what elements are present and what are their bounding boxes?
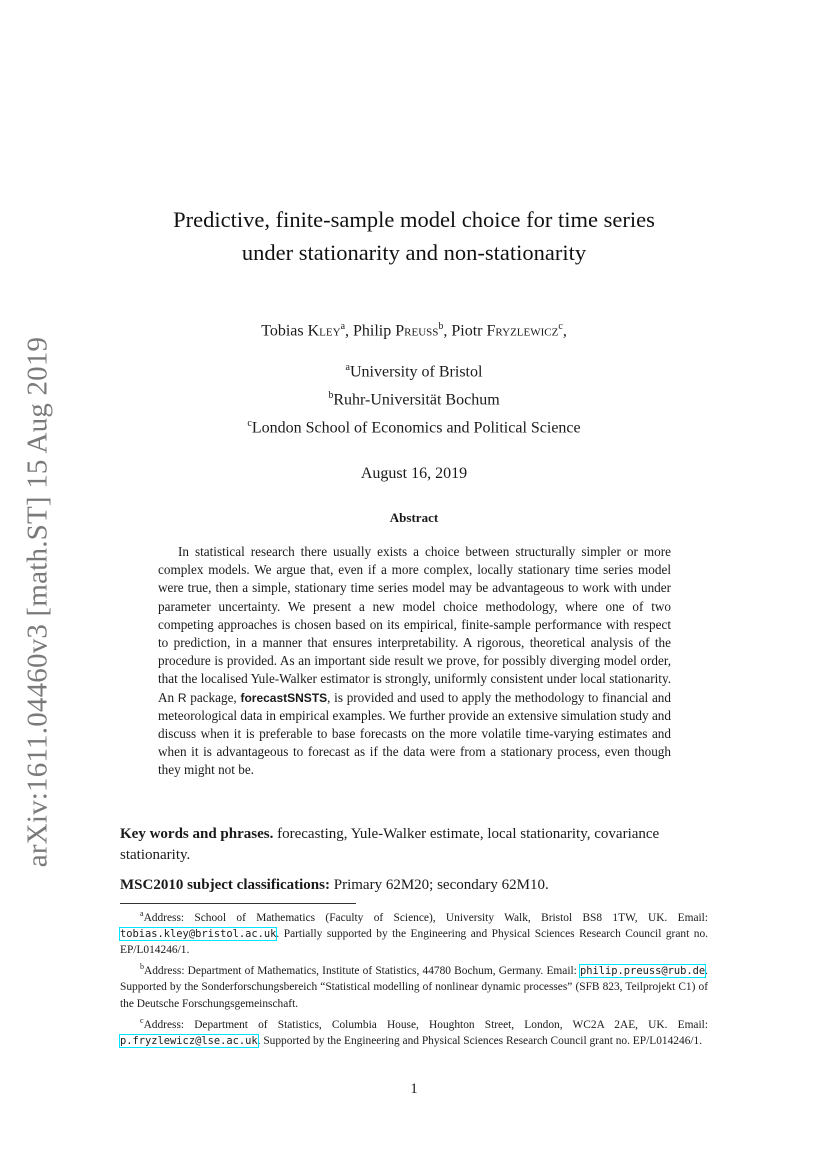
affiliation <box>120 357 708 383</box>
keywords <box>120 824 708 866</box>
footnote <box>120 1013 708 1049</box>
footnote-mark: b <box>140 962 144 972</box>
author-first-name: Philip <box>353 322 392 340</box>
footnote <box>120 906 708 958</box>
msc-classification <box>120 877 708 894</box>
r-language-name: R <box>177 690 187 705</box>
footnote <box>120 959 708 1011</box>
abstract-text <box>158 543 671 780</box>
affiliation-name: Ruhr-Universität Bochum <box>333 391 500 409</box>
affiliation-mark: c <box>247 418 252 429</box>
author-list: Tobias Kley$^a$, Philip Preuß$^b$, Piotr Fryzlewicz$^c$, <box>261 321 567 340</box>
abstract-part: In statistical research there usually exists a choice between structurally simpler or more complex models. We argue that, even if a more complex, locally stationary time series model were true, then a simple, stationary time series model may be advantageous to work with under parameter uncertainty. We present a new model choice methodology, where one of two competing approaches is chosen based on its empirical, finite-sample performance with respect to prediction, in a manner that ensures interpretability. A rigorous, theoretical analysis of the procedure is provided. As an important side result we prove, for possibly diverging model order, that the localised Yule-Walker estimator is strongly, uniformly consistent under local stationarity. An <box>158 544 671 705</box>
package-name: forecastSNSTS <box>240 690 328 705</box>
author-affil-mark: c <box>558 321 563 332</box>
abstract-part: , is provided and used to apply the methodology to financial and meteorological data in empirical examples. We further provide an extensive simulation study and discuss when it is preferable to base forecasts on the more volatile time-varying estimates and when it is advantageous to forecast as if the data were from a stationary process, even though they might not be. <box>158 689 671 778</box>
author-last-name: Preuß <box>395 322 439 340</box>
footnote-text: Address: School of Mathematics (Faculty of Science), University Walk, Bristol BS8 1TW, UK. Email: <box>143 911 708 924</box>
author-affil-mark: b <box>438 321 444 332</box>
email-link[interactable]: tobias.kley@bristol.ac.uk <box>120 928 277 940</box>
msc-label: MSC2010 subject classifications: <box>120 877 330 893</box>
keywords-text: forecasting, Yule-Walker estimate, local stationarity, covariance stationarity. <box>120 826 660 863</box>
keywords-label: Key words and phrases. <box>120 826 274 842</box>
paper-title <box>120 203 708 269</box>
title-line-2: under stationarity and non-stationarity <box>241 240 587 265</box>
affiliation-mark: a <box>345 362 350 373</box>
page-number: 1 <box>410 1081 418 1097</box>
author-last-name: Fryzlewicz <box>486 322 559 340</box>
author-affil-mark: a <box>340 321 346 332</box>
abstract-heading: Abstract <box>389 510 439 525</box>
email-link[interactable]: p.fryzlewicz@lse.ac.uk <box>120 1034 258 1047</box>
msc-text: Primary 62M20; secondary 62M10. <box>333 877 549 893</box>
author-last-name: Kley <box>307 322 341 340</box>
email-link[interactable]: philip.preuss@rub.de <box>580 965 706 978</box>
affiliation <box>120 385 708 411</box>
author-first-name: Tobias <box>261 322 304 340</box>
affiliation <box>120 413 708 439</box>
footnote-text: Address: Department of Mathematics, Institute of Statistics, 44780 Bochum, Germany. Email: <box>144 965 581 978</box>
abstract-part: package, <box>186 689 241 705</box>
footnotes <box>120 906 708 1050</box>
author-first-name: Piotr <box>451 322 483 340</box>
footnote-text: . Supported by the Engineering and Physical Sciences Research Council grant no. EP/L014246/1. <box>257 1034 703 1047</box>
footnote-text: . Partially supported by the Engineering and Physical Sciences Research Council grant no. EP/L014246/1. <box>120 928 708 957</box>
footnote-text: . Supported by the Sonderforschungsbereich “Statistical modelling of nonlinear dynamic processes” (SFB 823, Teilprojekt C1) of the Deutsche Forschungsgemeinschaft. <box>120 965 708 1010</box>
affiliation-name: University of Bristol <box>350 363 483 381</box>
footnote-text: Address: Department of Statistics, Columbia House, Houghton Street, London, WC2A 2AE, UK. Email: <box>143 1018 708 1031</box>
title-line-1: Predictive, finite-sample model choice for time series <box>173 207 655 232</box>
footnote-mark: c <box>140 1015 144 1025</box>
footnote-rule <box>120 903 356 904</box>
affiliation-name: London School of Economics and Political Science <box>251 419 581 437</box>
affiliation-mark: b <box>328 390 334 401</box>
arxiv-identifier-stamp: arXiv:1611.04460v3 [math.ST] 15 Aug 2019 <box>21 336 54 868</box>
footnote-mark: a <box>140 909 144 918</box>
publication-date: August 16, 2019 <box>360 465 468 482</box>
